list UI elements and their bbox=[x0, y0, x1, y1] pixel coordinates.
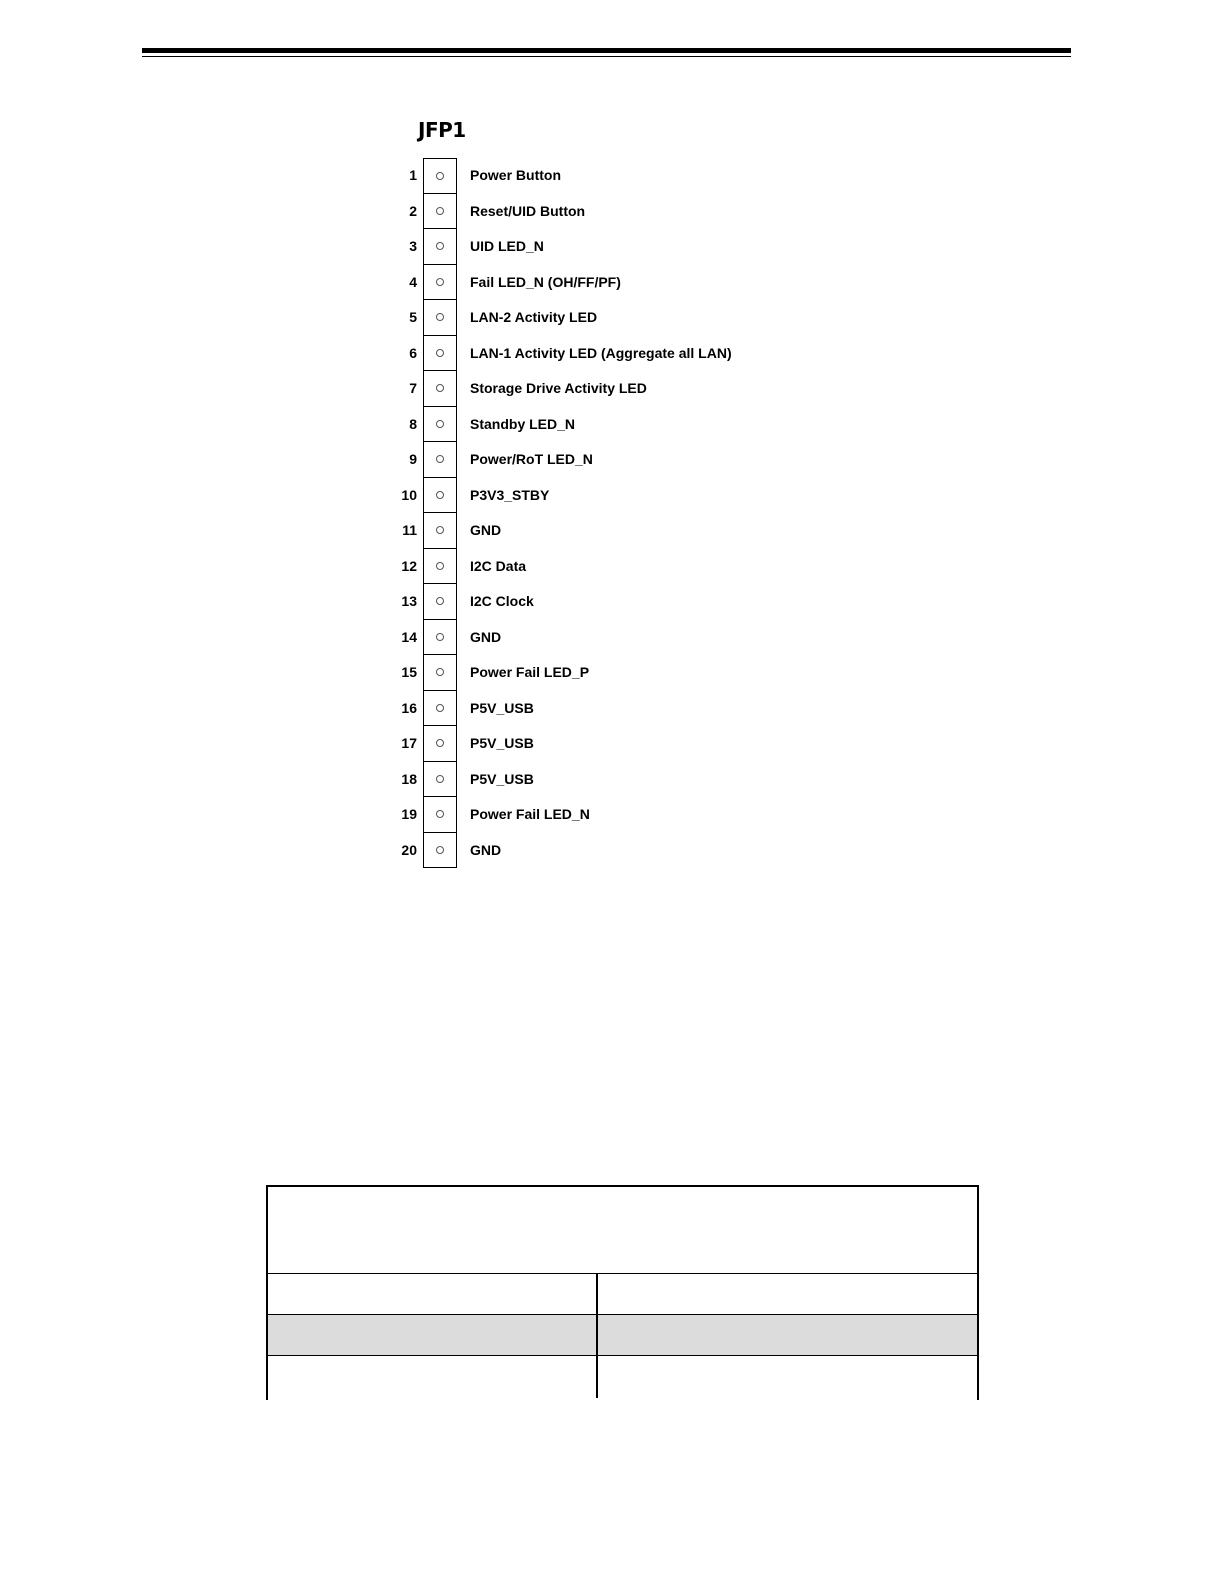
pin-number: 7 bbox=[409, 380, 417, 396]
pin-diagram bbox=[395, 158, 795, 868]
table-header-row bbox=[268, 1273, 977, 1314]
table-row bbox=[268, 1355, 977, 1396]
pin-cell bbox=[423, 300, 457, 336]
pin-cell bbox=[423, 797, 457, 833]
pin-hole-icon bbox=[436, 207, 444, 215]
pin-row bbox=[395, 229, 795, 265]
pin-number: 16 bbox=[401, 699, 417, 716]
pin-number: 15 bbox=[401, 664, 417, 680]
pin-number: 14 bbox=[401, 628, 417, 645]
pin-hole-icon bbox=[436, 526, 444, 534]
pin-number: 11 bbox=[402, 522, 417, 538]
pin-cell bbox=[423, 691, 457, 727]
pin-label: Standby LED_N bbox=[470, 415, 576, 432]
pin-row bbox=[395, 442, 795, 478]
pin-hole-icon bbox=[436, 242, 444, 250]
pin-hole-icon bbox=[436, 775, 444, 783]
header-rule-thin bbox=[142, 56, 1071, 57]
pin-row bbox=[395, 833, 795, 869]
pin-hole-icon bbox=[436, 668, 444, 676]
pin-cell bbox=[423, 265, 457, 301]
pin-row bbox=[395, 620, 795, 656]
pin-hole-icon bbox=[436, 704, 444, 712]
pin-number: 1 bbox=[409, 167, 417, 183]
pin-number: 2 bbox=[409, 202, 417, 219]
pin-label: P3V3_STBY bbox=[470, 486, 550, 503]
pin-number: 6 bbox=[409, 344, 417, 361]
pin-label: Storage Drive Activity LED bbox=[470, 380, 647, 396]
pin-label: LAN-1 Activity LED (Aggregate all LAN) bbox=[470, 344, 732, 361]
pin-row bbox=[395, 407, 795, 443]
pin-number: 17 bbox=[401, 735, 417, 751]
pin-hole-icon bbox=[436, 349, 444, 357]
pin-label: P5V_USB bbox=[470, 735, 534, 751]
header-rule-thick bbox=[142, 48, 1071, 53]
pin-cell bbox=[423, 513, 457, 549]
pin-label: UID LED_N bbox=[470, 238, 544, 254]
pin-row bbox=[395, 265, 795, 301]
pin-number: 9 bbox=[409, 451, 417, 467]
pin-hole-icon bbox=[436, 739, 444, 747]
pin-label: P5V_USB bbox=[470, 699, 534, 716]
pin-hole-icon bbox=[436, 491, 444, 499]
pin-number: 5 bbox=[409, 309, 417, 325]
pin-hole-icon bbox=[436, 633, 444, 641]
pin-label: GND bbox=[470, 522, 502, 538]
pin-label: I2C Data bbox=[470, 557, 527, 574]
connector-title: JFP1 bbox=[418, 118, 466, 142]
pin-label: GND bbox=[470, 841, 502, 858]
pin-row bbox=[395, 797, 795, 833]
pin-hole-icon bbox=[436, 278, 444, 286]
pin-hole-icon bbox=[436, 420, 444, 428]
pin-cell bbox=[423, 584, 457, 620]
pin-label: Power Button bbox=[470, 167, 561, 183]
table-title-cell bbox=[268, 1187, 977, 1273]
pin-row bbox=[395, 336, 795, 372]
pin-hole-icon bbox=[436, 384, 444, 392]
pin-hole-icon bbox=[436, 172, 444, 180]
pin-row bbox=[395, 655, 795, 691]
pin-cell bbox=[423, 655, 457, 691]
pin-number: 10 bbox=[401, 486, 417, 503]
pin-row bbox=[395, 158, 795, 194]
pin-cell bbox=[423, 371, 457, 407]
pin-number: 13 bbox=[401, 593, 417, 609]
pin-cell bbox=[423, 762, 457, 798]
pin-cell bbox=[423, 549, 457, 585]
pin-row bbox=[395, 478, 795, 514]
pin-number: 18 bbox=[401, 770, 417, 787]
pin-row bbox=[395, 300, 795, 336]
pin-label: Power Fail LED_N bbox=[470, 806, 590, 822]
pin-cell bbox=[423, 158, 457, 194]
table-column-divider bbox=[596, 1273, 598, 1398]
pin-label: LAN-2 Activity LED bbox=[470, 309, 598, 325]
pin-cell bbox=[423, 442, 457, 478]
pin-label: Power/RoT LED_N bbox=[470, 451, 593, 467]
pin-row bbox=[395, 691, 795, 727]
pin-label: Fail LED_N (OH/FF/PF) bbox=[470, 273, 621, 290]
pin-hole-icon bbox=[436, 810, 444, 818]
pin-number: 4 bbox=[409, 273, 417, 290]
pin-hole-icon bbox=[436, 562, 444, 570]
pin-number: 8 bbox=[409, 415, 417, 432]
pin-hole-icon bbox=[436, 313, 444, 321]
pin-cell bbox=[423, 194, 457, 230]
pin-label: P5V_USB bbox=[470, 770, 534, 787]
pin-definitions-table bbox=[266, 1185, 979, 1400]
pin-label: Reset/UID Button bbox=[470, 202, 586, 219]
pin-row bbox=[395, 371, 795, 407]
pin-hole-icon bbox=[436, 455, 444, 463]
pin-row bbox=[395, 549, 795, 585]
pin-cell bbox=[423, 336, 457, 372]
pin-number: 3 bbox=[409, 238, 417, 254]
pin-cell bbox=[423, 407, 457, 443]
pin-number: 19 bbox=[401, 806, 417, 822]
pin-row bbox=[395, 194, 795, 230]
pin-cell bbox=[423, 620, 457, 656]
pin-cell bbox=[423, 726, 457, 762]
pin-label: Power Fail LED_P bbox=[470, 664, 590, 680]
pin-cell bbox=[423, 833, 457, 869]
pin-row bbox=[395, 584, 795, 620]
pin-label: I2C Clock bbox=[470, 593, 534, 609]
table-row bbox=[268, 1314, 977, 1355]
pin-hole-icon bbox=[436, 846, 444, 854]
pin-cell bbox=[423, 478, 457, 514]
pin-cell bbox=[423, 229, 457, 265]
pin-row bbox=[395, 726, 795, 762]
pin-number: 20 bbox=[401, 841, 417, 858]
pin-hole-icon bbox=[436, 597, 444, 605]
pin-label: GND bbox=[470, 628, 502, 645]
pin-row bbox=[395, 762, 795, 798]
table-right-border bbox=[977, 1185, 979, 1400]
pin-row bbox=[395, 513, 795, 549]
pin-number: 12 bbox=[401, 557, 417, 574]
